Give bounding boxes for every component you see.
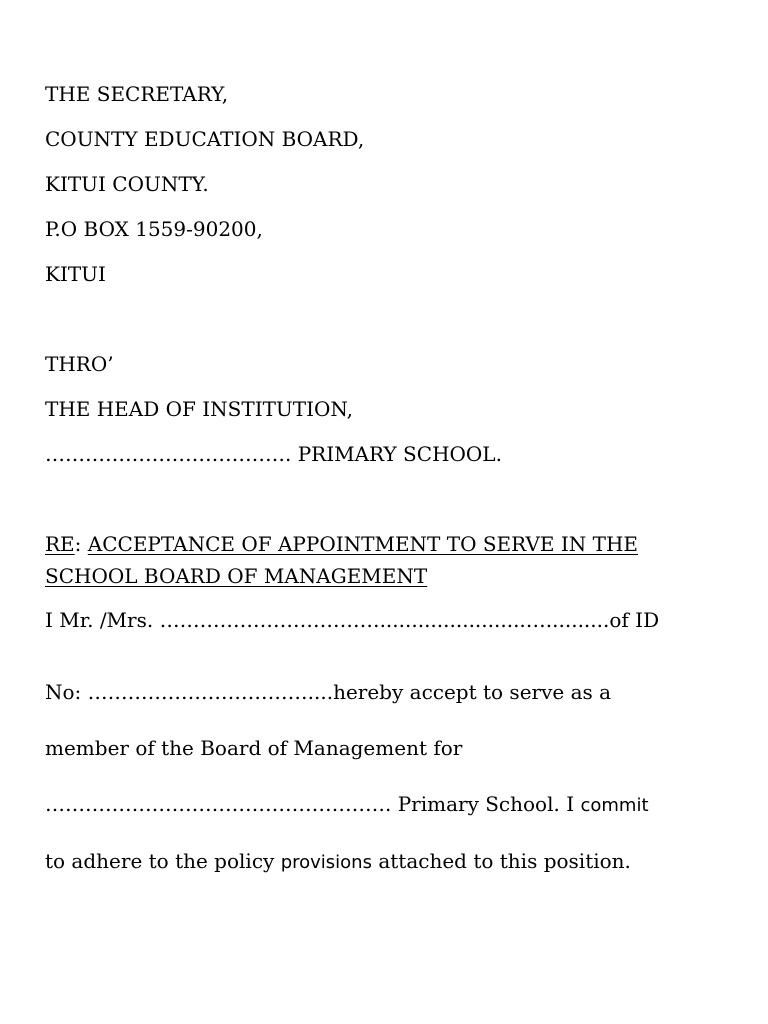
address-line-board: COUNTY EDUCATION BOARD, xyxy=(45,127,365,151)
school-blank-text: ……………………………………………. Primary School. I xyxy=(45,792,581,816)
re-label: RE xyxy=(45,532,75,556)
thro-label: THRO’ xyxy=(45,352,114,376)
body-line-id: No: ……………………………....hereby accept to serve as a xyxy=(45,680,612,704)
address-line-pobox: P.O BOX 1559-90200, xyxy=(45,217,263,241)
subject-title-2: SCHOOL BOARD OF MANAGEMENT xyxy=(45,564,428,588)
thro-school-line xyxy=(45,442,502,466)
re-colon: : xyxy=(74,532,88,556)
address-line-county: KITUI COUNTY. xyxy=(45,172,209,196)
body-line-school xyxy=(45,792,649,818)
body-line-name: I Mr. /Mrs. …………………………….......................…..........of ID xyxy=(45,608,660,632)
provisions-word: provisions xyxy=(280,852,372,873)
subject-line-2 xyxy=(45,564,427,588)
primary-school-label: PRIMARY SCHOOL. xyxy=(291,442,502,466)
school-name-blank: ………………………………. xyxy=(45,442,292,466)
thro-head-of-institution: THE HEAD OF INSTITUTION, xyxy=(45,397,353,421)
address-line-town: KITUI xyxy=(45,262,106,286)
policy-text-start: to adhere to the policy xyxy=(45,849,281,873)
body-line-policy xyxy=(45,849,631,875)
address-line-recipient: THE SECRETARY, xyxy=(45,82,229,106)
policy-text-end: attached to this position. xyxy=(371,849,631,873)
subject-line-1 xyxy=(45,532,638,556)
body-line-board: member of the Board of Management for xyxy=(45,736,463,760)
commit-word: commit xyxy=(580,795,649,816)
subject-title-1: ACCEPTANCE OF APPOINTMENT TO SERVE IN THE xyxy=(87,532,639,556)
